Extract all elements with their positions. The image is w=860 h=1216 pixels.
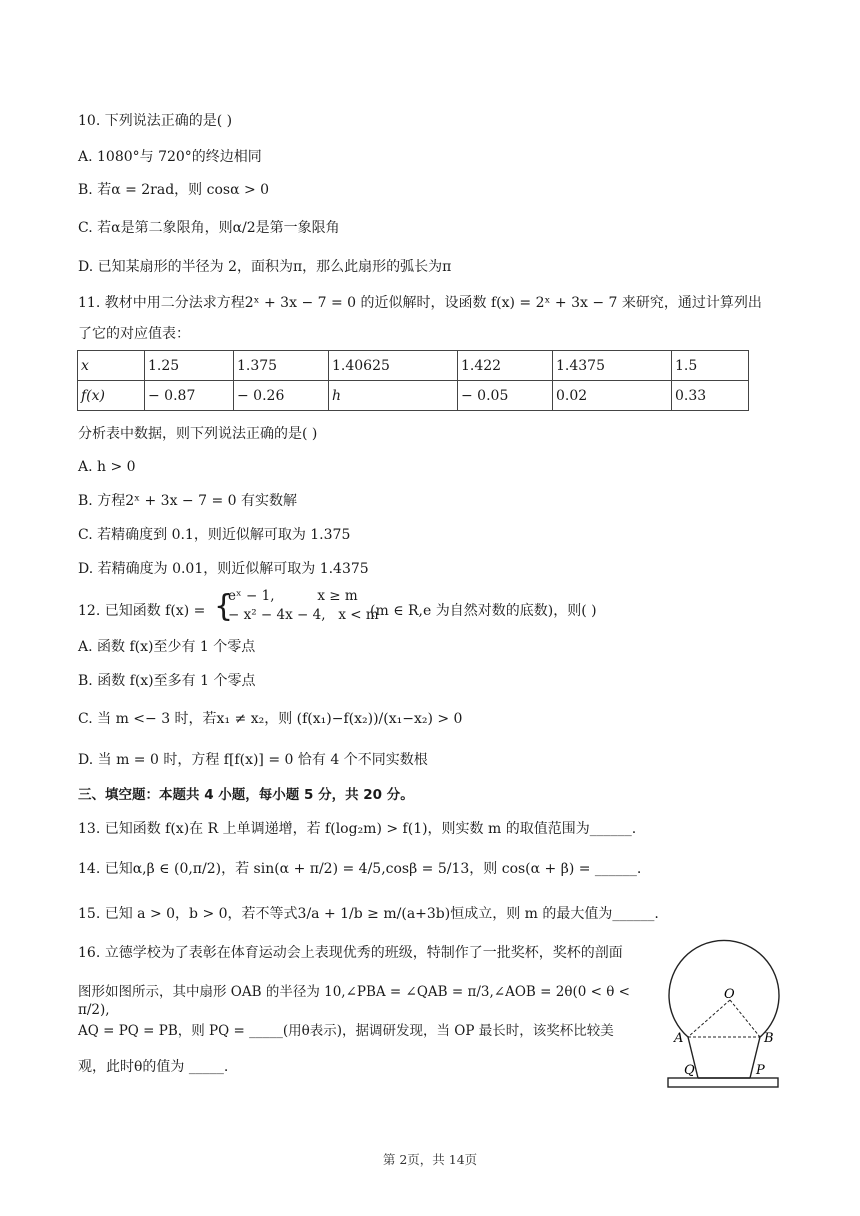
q13: 13. 已知函数 f(x)在 R 上单调递增，若 f(log₂m) > f(1)，则实数 m 的取值范围为______.: [78, 821, 637, 837]
table-cell: 1.375: [234, 351, 329, 381]
q12-case-2: − x² − 4x − 4, x < m: [228, 607, 379, 623]
table-cell: 0.33: [672, 381, 749, 411]
table-cell: 1.25: [145, 351, 234, 381]
q15: 15. 已知 a > 0，b > 0，若不等式3/a + 1/b ≥ m/(a+3b)恒成立，则 m 的最大值为______.: [78, 906, 659, 922]
label-b: B: [764, 1031, 774, 1046]
table-cell: − 0.05: [458, 381, 553, 411]
q11-question: 分析表中数据，则下列说法正确的是( ): [78, 426, 318, 442]
table-cell: 0.02: [553, 381, 672, 411]
brace: {: [214, 589, 234, 624]
q14: 14. 已知α,β ∈ (0,π/2)，若 sin(α + π/2) = 4/5,cosβ = 5/13，则 cos(α + β) = ______.: [78, 861, 642, 877]
q16-line-4: 观，此时θ的值为 _____.: [78, 1059, 229, 1075]
q10-option-c: C. 若α是第二象限角，则α/2是第一象限角: [78, 220, 340, 236]
q10-option-a: A. 1080°与 720°的终边相同: [78, 149, 262, 165]
label-q: Q: [684, 1063, 695, 1078]
q16-line-2: 图形如图所示，其中扇形 OAB 的半径为 10,∠PBA = ∠QAB = π/3,∠AOB = 2θ(0 < θ < π/2),: [78, 984, 630, 1018]
q10-option-b: B. 若α = 2rad，则 cosα > 0: [78, 182, 270, 198]
q11-stem: 11. 教材中用二分法求方程2ˣ + 3x − 7 = 0 的近似解时，设函数 f(x) = 2ˣ + 3x − 7 来研究，通过计算列出: [78, 295, 762, 311]
page-footer: 第 2页，共 14页: [382, 1152, 478, 1167]
trophy-figure: [664, 938, 784, 1090]
table-row: [78, 381, 749, 411]
table-cell: f(x): [78, 381, 145, 411]
value-table: [77, 350, 749, 411]
q12-option-a: A. 函数 f(x)至少有 1 个零点: [78, 639, 256, 655]
q12-case-1: eˣ − 1, x ≥ m: [228, 588, 358, 604]
q16-line-3: AQ = PQ = PB，则 PQ = _____(用θ表示)，据调研发现，当 OP 最长时，该奖杯比较美: [78, 1023, 614, 1039]
table-cell: 1.4375: [553, 351, 672, 381]
table-cell: 1.422: [458, 351, 553, 381]
q11-option-d: D. 若精确度为 0.01，则近似解可取为 1.4375: [78, 561, 369, 577]
q12-option-b: B. 函数 f(x)至多有 1 个零点: [78, 673, 256, 689]
label-o: O: [724, 987, 735, 1002]
q11-option-c: C. 若精确度到 0.1，则近似解可取为 1.375: [78, 527, 351, 543]
q10-option-d: D. 已知某扇形的半径为 2，面积为π，那么此扇形的弧长为π: [78, 259, 452, 275]
label-a: A: [674, 1031, 684, 1046]
q12-option-d: D. 当 m = 0 时，方程 f[f(x)] = 0 恰有 4 个不同实数根: [78, 752, 428, 768]
q12-suffix: (m ∈ R,e 为自然对数的底数)，则( ): [370, 603, 597, 619]
q12-option-c: C. 当 m <− 3 时，若x₁ ≠ x₂，则 (f(x₁)−f(x₂))/(x₁−x₂) > 0: [78, 711, 463, 727]
table-cell: − 0.26: [234, 381, 329, 411]
q10-stem: 10. 下列说法正确的是( ): [78, 113, 233, 129]
trophy-base: [668, 1078, 778, 1087]
table-cell: x: [78, 351, 145, 381]
table-cell: 1.40625: [329, 351, 458, 381]
label-p: P: [756, 1063, 765, 1078]
q16-line-1: 16. 立德学校为了表彰在体育运动会上表现优秀的班级，特制作了一批奖杯，奖杯的剖面: [78, 945, 623, 961]
dashed-qb: [730, 1000, 760, 1037]
table-cell: h: [329, 381, 458, 411]
q11-stem-cont: 了它的对应值表：: [78, 326, 190, 342]
section-heading: 三、填空题：本题共 4 小题，每小题 5 分，共 20 分。: [78, 787, 414, 803]
q11-option-a: A. h > 0: [78, 459, 136, 475]
table-row: [78, 351, 749, 381]
q11-option-b: B. 方程2ˣ + 3x − 7 = 0 有实数解: [78, 493, 297, 509]
table-cell: − 0.87: [145, 381, 234, 411]
dashed-qa: [688, 1000, 730, 1037]
table-cell: 1.5: [672, 351, 749, 381]
q12-prefix: 12. 已知函数 f(x) =: [78, 603, 206, 619]
